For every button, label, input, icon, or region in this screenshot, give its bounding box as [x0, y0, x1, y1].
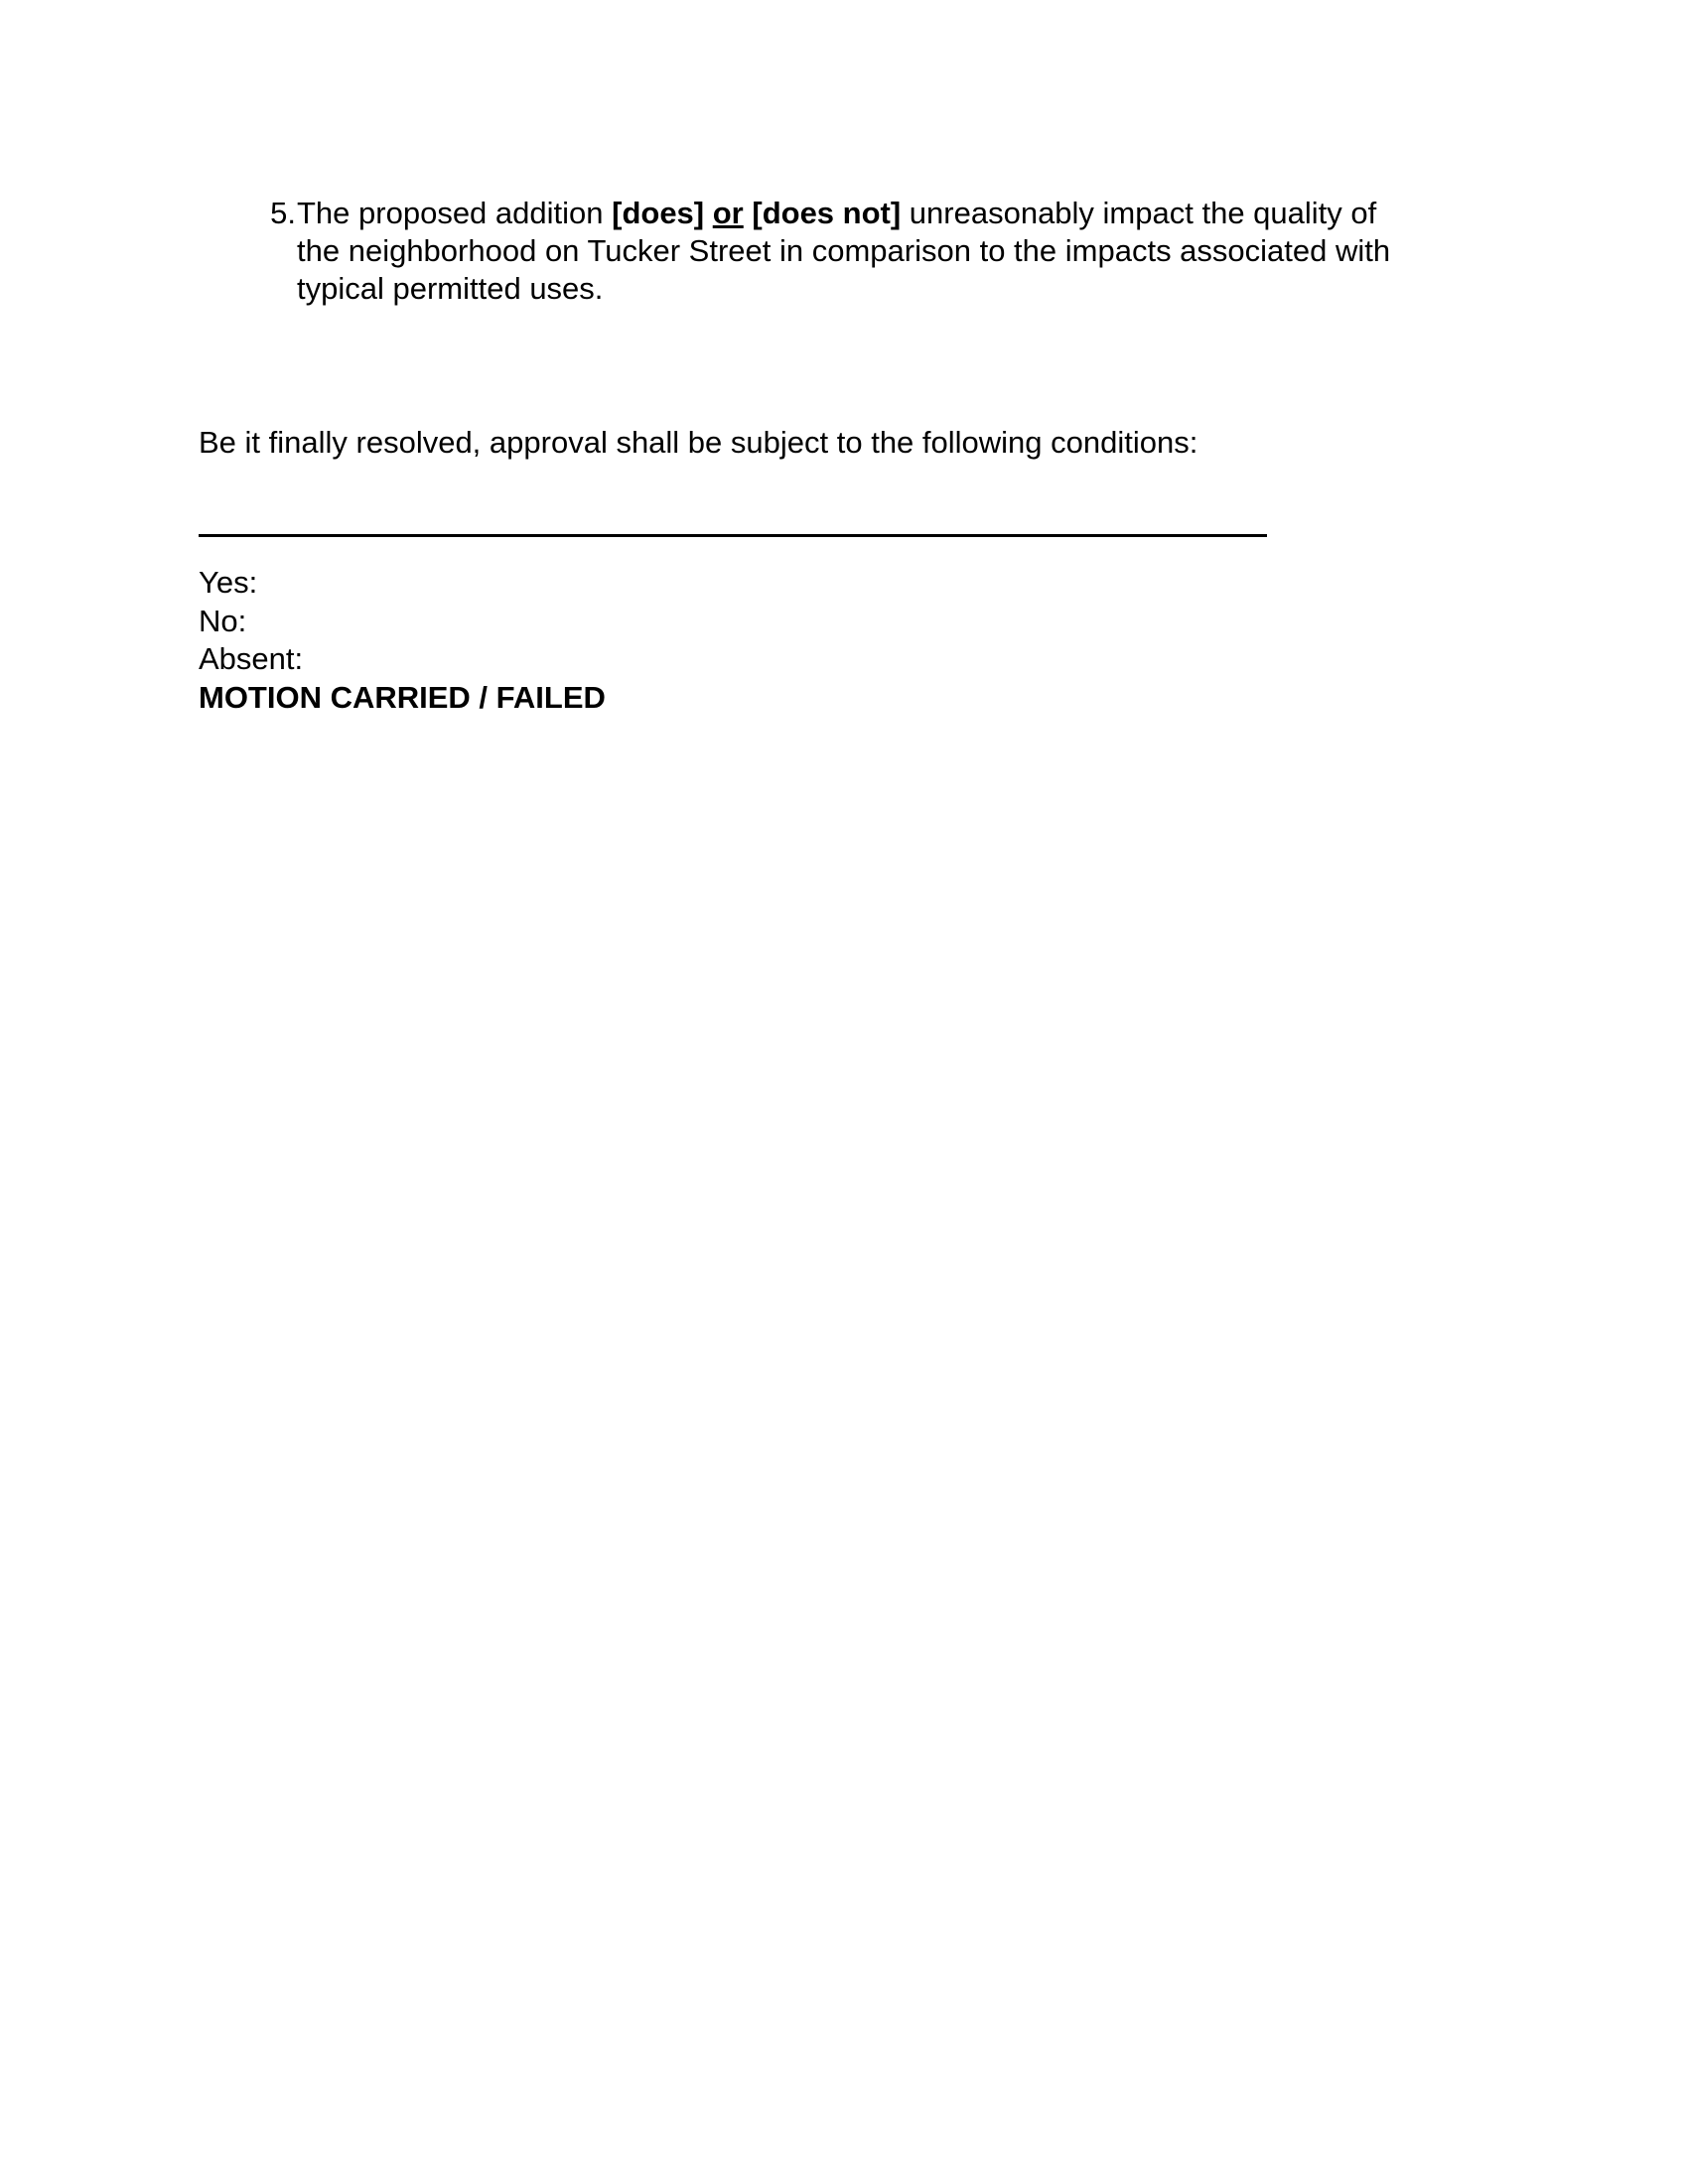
item-number: 5. [270, 196, 296, 230]
vote-yes-label: Yes: [199, 565, 258, 600]
item-line-2: the neighborhood on Tucker Street in comparison to the impacts associated with [297, 233, 1391, 268]
resolution-statement: Be it finally resolved, approval shall be subject to the following conditions: [199, 425, 1198, 460]
vote-absent-label: Absent: [199, 641, 304, 676]
vote-record [199, 564, 606, 717]
vote-no-label: No: [199, 603, 247, 638]
item-line-3: typical permitted uses. [297, 271, 604, 306]
item-text [297, 195, 1488, 308]
motion-result: MOTION CARRIED / FAILED [199, 679, 606, 715]
item-line-1-end: unreasonably impact the quality of [901, 196, 1377, 230]
conditions-blank-line [199, 534, 1267, 537]
option-does: [does] [612, 196, 705, 230]
item-line-1 [297, 195, 1488, 232]
item-line-1-start: The proposed addition [297, 196, 613, 230]
option-does-not: [does not] [752, 196, 902, 230]
option-or: or [712, 196, 744, 230]
